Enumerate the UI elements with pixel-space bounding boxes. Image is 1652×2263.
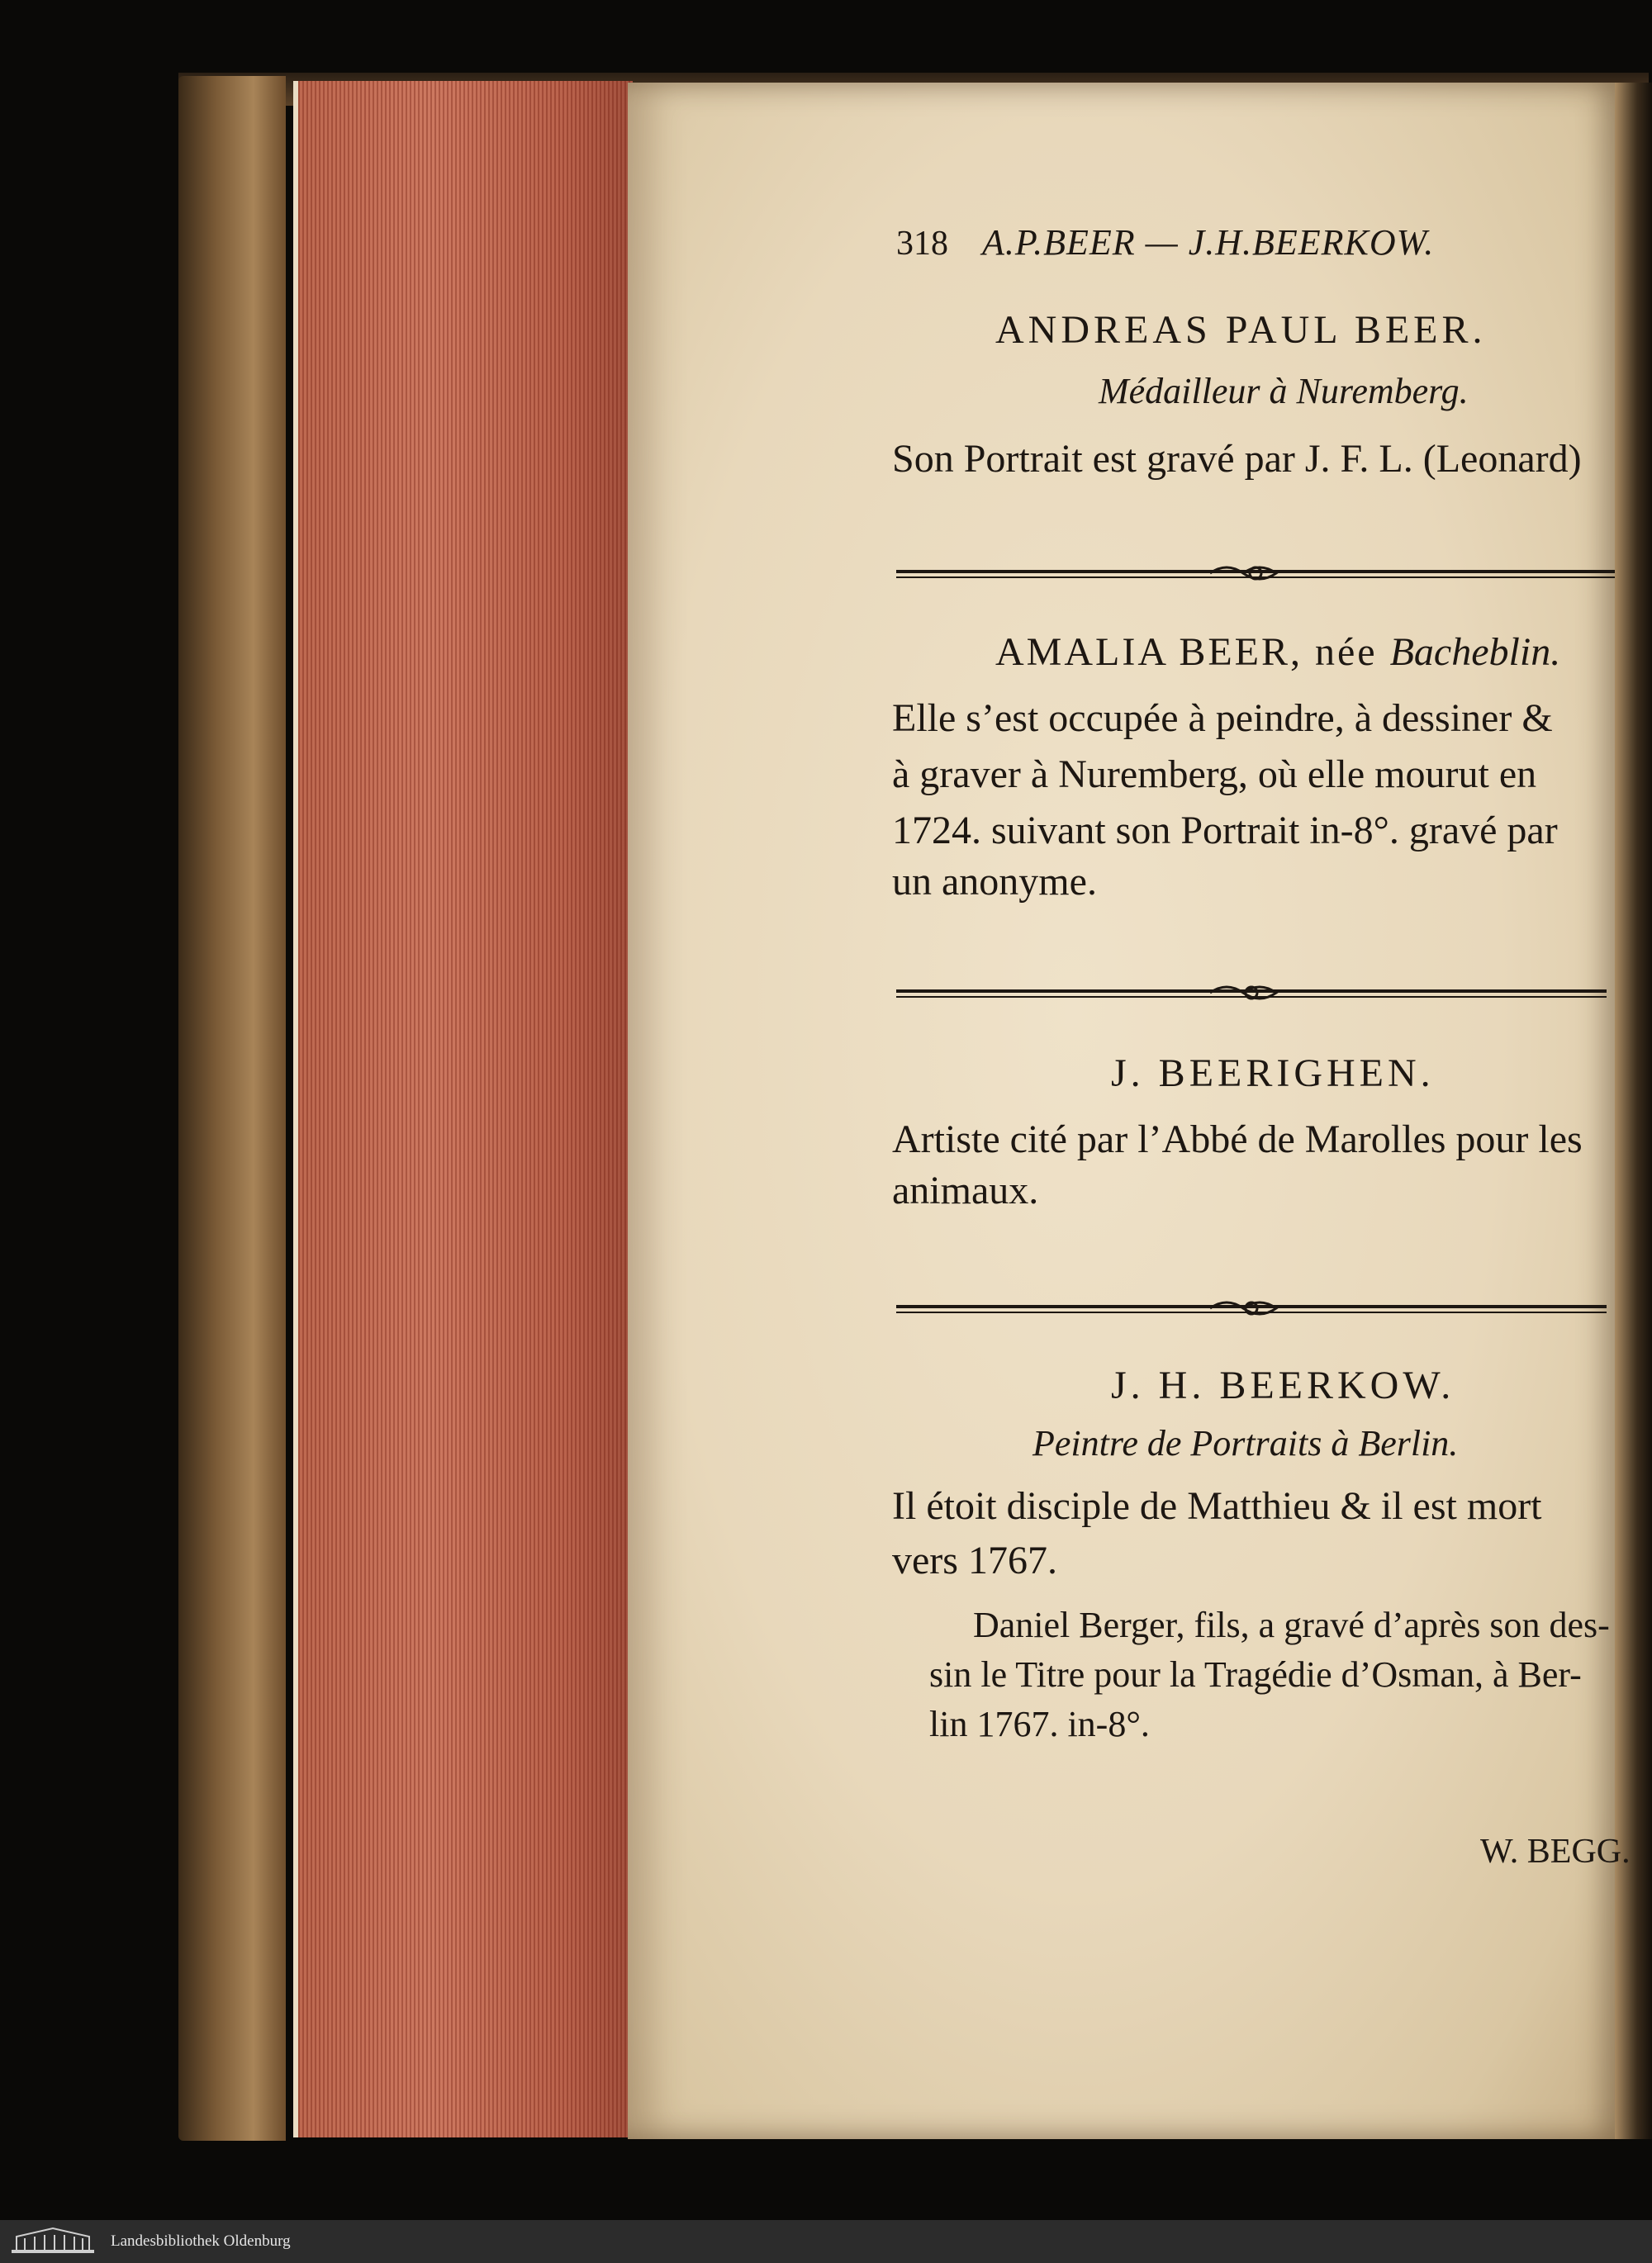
entry-line: à graver à Nuremberg, où elle mourut en bbox=[892, 752, 1537, 796]
catchword: W. BEGG. bbox=[1480, 1833, 1631, 1871]
page-fore-edge bbox=[293, 81, 633, 2137]
entry-subtitle: Peintre de Portraits à Berlin. bbox=[1032, 1423, 1459, 1464]
page-number: 318 bbox=[896, 225, 948, 263]
book-cover-edge bbox=[178, 76, 286, 2141]
entry-line: vers 1767. bbox=[892, 1539, 1057, 1582]
entry-name-italic: Bacheblin. bbox=[1389, 630, 1561, 674]
page-gutter bbox=[1615, 83, 1652, 2139]
entry-line: Il étoit disciple de Matthieu & il est mort bbox=[892, 1484, 1542, 1528]
library-building-icon bbox=[8, 2225, 99, 2258]
ornamental-rule bbox=[896, 558, 1615, 591]
entry-line: animaux. bbox=[892, 1169, 1039, 1212]
entry-text: Son Portrait est gravé par J. F. L. (Leonard) bbox=[892, 437, 1582, 481]
entry-name: ANDREAS PAUL BEER. bbox=[995, 308, 1487, 352]
running-head-title: A.P.BEER — J.H.BEERKOW. bbox=[982, 222, 1435, 263]
entry-line: un anonyme. bbox=[892, 860, 1097, 904]
entry-name: J. H. BEERKOW. bbox=[1111, 1364, 1455, 1407]
entry-name-text: AMALIA BEER, née bbox=[995, 630, 1378, 674]
library-name: Landesbibliothek Oldenburg bbox=[111, 2232, 291, 2250]
entry-line: 1724. suivant son Portrait in-8°. gravé par bbox=[892, 809, 1558, 852]
entry-name bbox=[995, 629, 1560, 675]
note-line: sin le Titre pour la Tragédie d’Osman, à Ber- bbox=[929, 1654, 1582, 1695]
note-line: lin 1767. in-8°. bbox=[929, 1704, 1150, 1744]
footer-bar bbox=[0, 2220, 1652, 2263]
ornamental-rule bbox=[896, 978, 1607, 1011]
entry-line bbox=[892, 436, 1582, 482]
entry-subtitle: Médailleur à Nuremberg. bbox=[1099, 371, 1469, 411]
entry-name: J. BEERIGHEN. bbox=[1111, 1051, 1435, 1095]
entry-line: Elle s’est occupée à peindre, à dessiner & bbox=[892, 696, 1553, 740]
entry-line: Artiste cité par l’Abbé de Marolles pour les bbox=[892, 1117, 1583, 1161]
note-line: Daniel Berger, fils, a gravé d’après son des- bbox=[973, 1605, 1610, 1645]
ornamental-rule bbox=[896, 1293, 1607, 1326]
running-head bbox=[896, 221, 1434, 263]
